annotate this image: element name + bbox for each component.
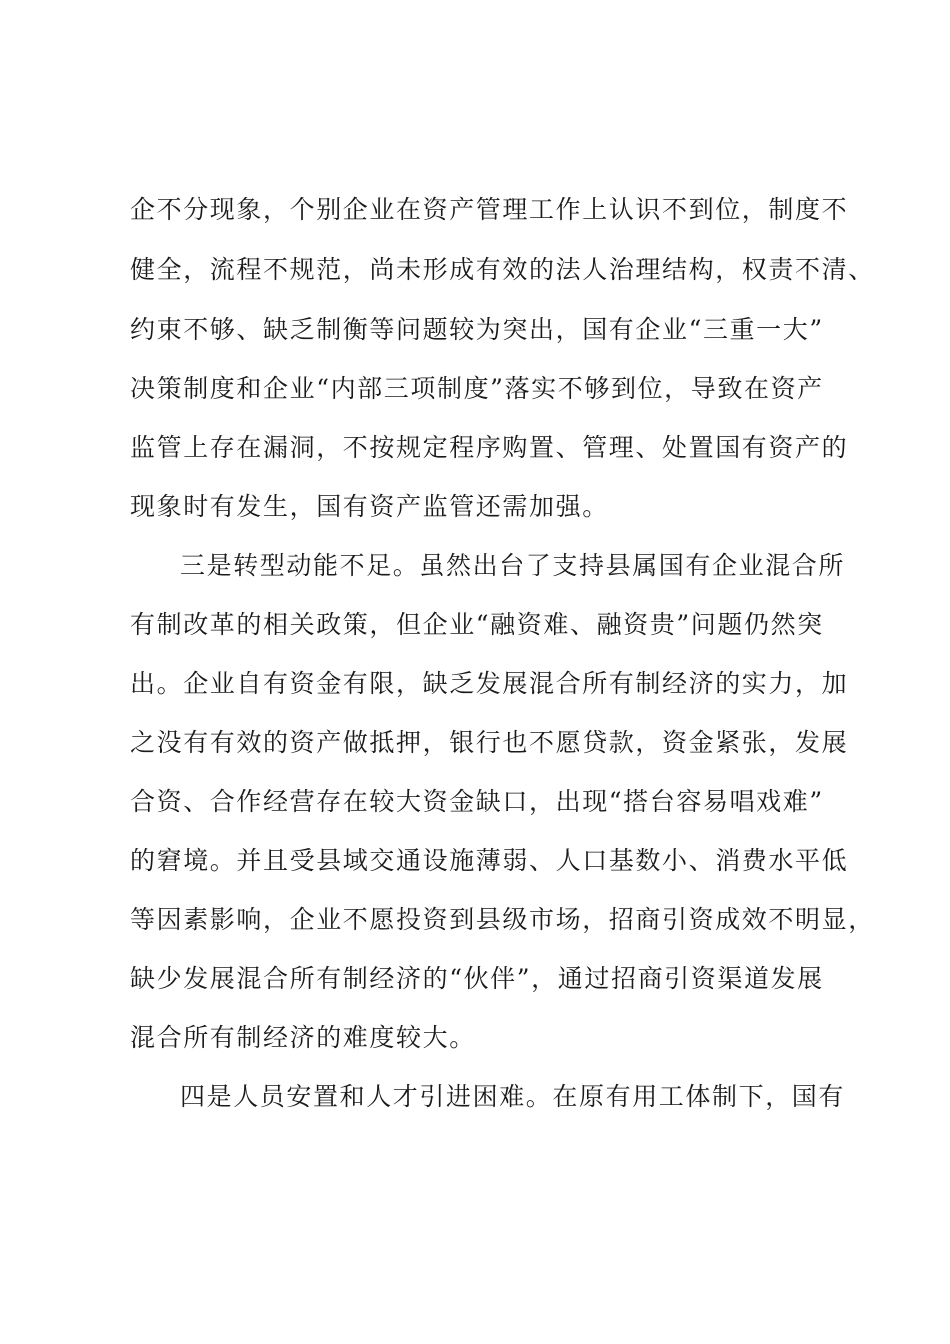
text-line-4: 决策制度和企业“内部三项制度”落实不够到位，导致在资产 [130,374,824,403]
text-line-1: 企不分现象，个别企业在资产管理工作上认识不到位，制度不 [130,195,849,224]
paragraph-3-start: 三是转型动能不足。虽然出台了支持县属国有企业混合所 [180,551,846,580]
text-line-12: 的窘境。并且受县域交通设施薄弱、人口基数小、消费水平低 [130,846,849,875]
text-line-5: 监管上存在漏洞，不按规定程序购置、管理、处置国有资产的 [130,433,849,462]
text-line-2: 健全，流程不规范，尚未形成有效的法人治理结构，权责不清、 [130,255,875,284]
text-line-8: 有制改革的相关政策，但企业“融资难、融资贵”问题仍然突 [130,610,824,639]
text-line-13: 等因素影响，企业不愿投资到县级市场，招商引资成效不明显， [130,905,875,934]
text-line-3: 约束不够、缺乏制衡等问题较为突出，国有企业“三重一大” [130,315,824,344]
paragraph-4-start: 四是人员安置和人才引进困难。在原有用工体制下，国有 [180,1082,846,1111]
text-line-15: 混合所有制经济的难度较大。 [130,1023,476,1052]
text-line-14: 缺少发展混合所有制经济的“伙伴”，通过招商引资渠道发展 [130,964,824,993]
text-line-11: 合资、合作经营存在较大资金缺口，出现“搭台容易唱戏难” [130,787,824,816]
text-line-6: 现象时有发生，国有资产监管还需加强。 [130,492,609,521]
text-line-9: 出。企业自有资金有限，缺乏发展混合所有制经济的实力，加 [130,669,849,698]
text-line-10: 之没有有效的资产做抵押，银行也不愿贷款，资金紧张，发展 [130,728,849,757]
